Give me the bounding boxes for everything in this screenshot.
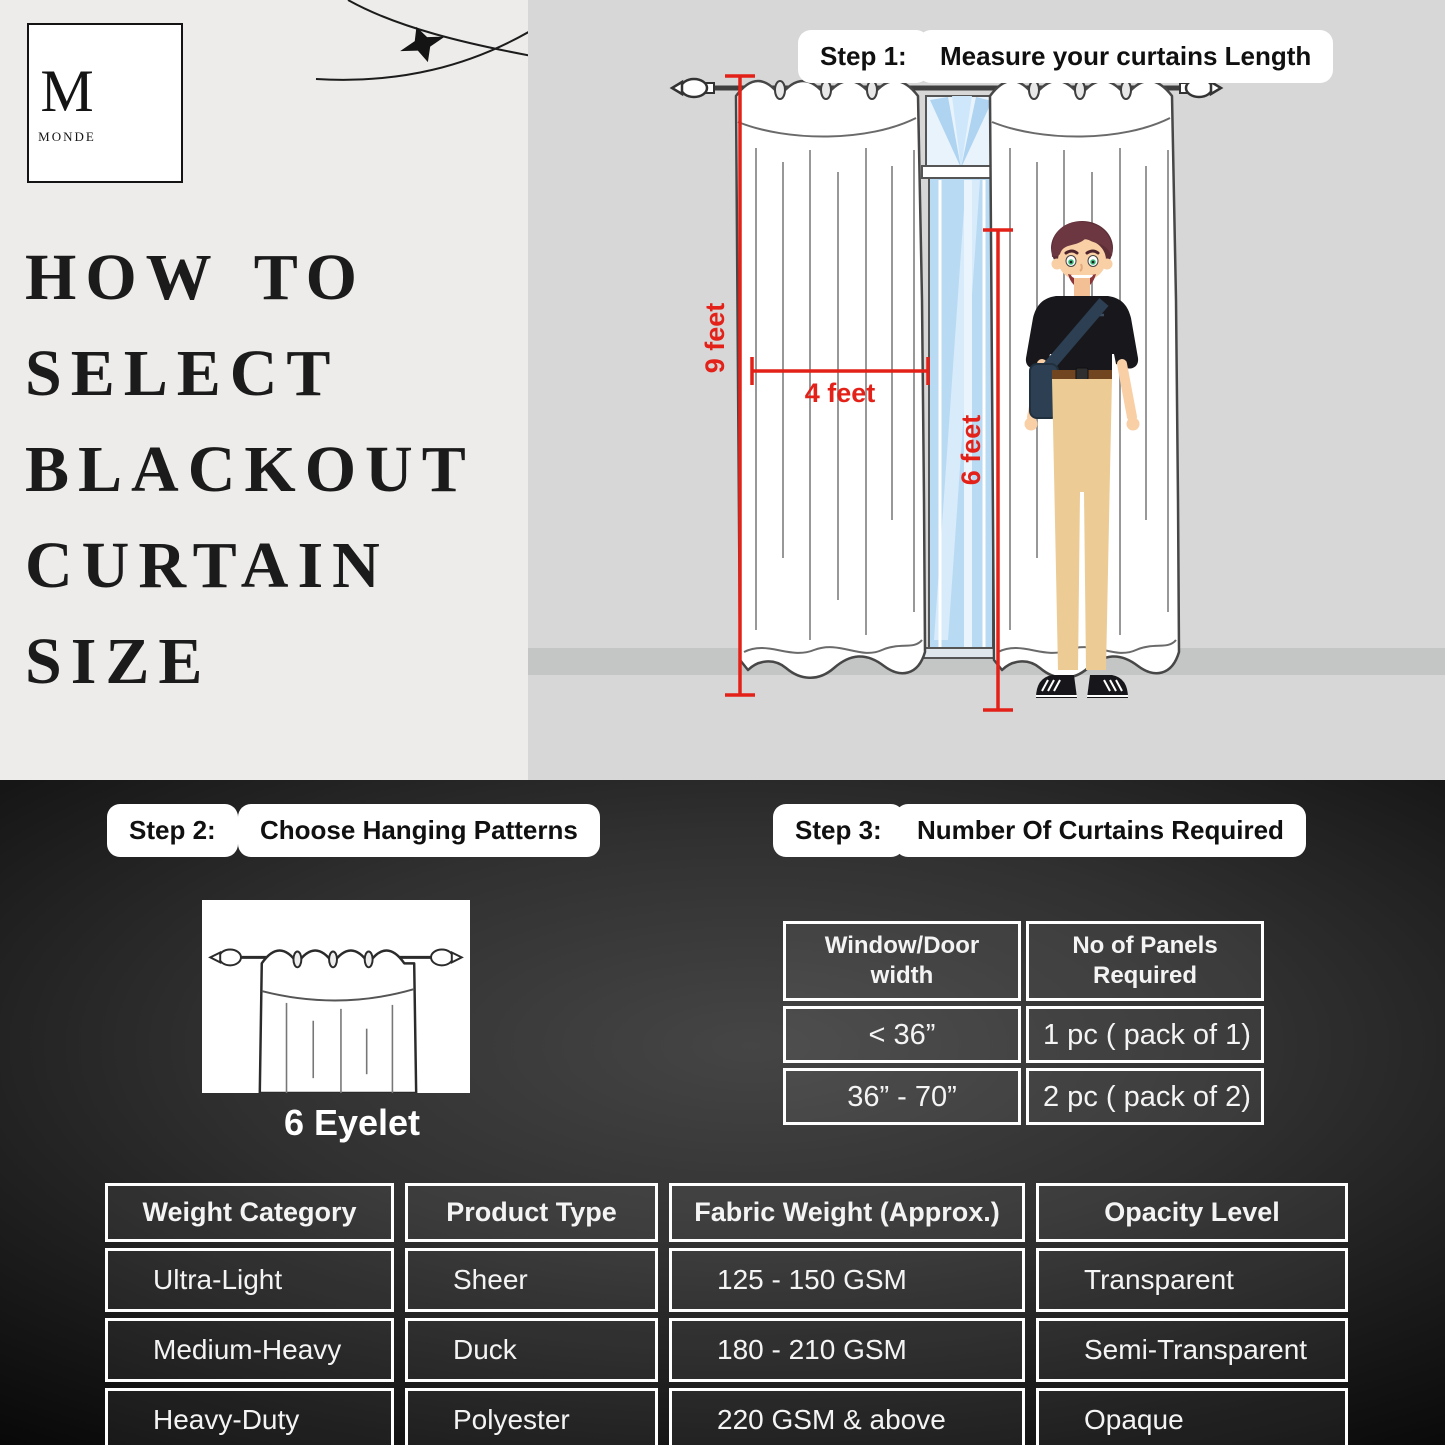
brand-logo [27, 23, 183, 183]
logo-right-half [29, 25, 105, 181]
fabric-header: Opacity Level [1036, 1183, 1348, 1242]
width-measure-label: 4 feet [804, 378, 876, 408]
panels-header-count: No of Panels Required [1026, 921, 1264, 1001]
fabric-cell: Opaque [1036, 1388, 1348, 1445]
step1-label-pill [798, 30, 929, 83]
logo-letter-m: M [40, 58, 94, 124]
plane-star-icon [395, 19, 451, 69]
panels-header-row [783, 921, 1264, 1001]
panels-row [783, 1068, 1264, 1125]
panels-cell: < 36” [783, 1006, 1021, 1063]
step1-heading-pill [918, 30, 1333, 83]
illustration-panel [528, 0, 1445, 780]
panels-row [783, 1006, 1264, 1063]
fabric-row [105, 1318, 1348, 1382]
fabric-header: Fabric Weight (Approx.) [669, 1183, 1025, 1242]
title-line-4: CURTAIN [25, 529, 389, 602]
panels-table [778, 916, 1269, 1130]
step3-label: Step 3: [795, 815, 882, 845]
fabric-cell: Polyester [405, 1388, 658, 1445]
fabric-cell: Semi-Transparent [1036, 1318, 1348, 1382]
title-line-5: SIZE [25, 625, 212, 698]
eyelet-caption: 6 Eyelet [283, 1102, 421, 1143]
fabric-cell: Transparent [1036, 1248, 1348, 1312]
measure-illustration [528, 0, 1445, 780]
eyelet-pattern-box [202, 900, 470, 1093]
page-title [25, 230, 515, 710]
panels-cell: 36” - 70” [783, 1068, 1021, 1125]
fabric-header-row [105, 1183, 1348, 1242]
fabric-cell: 180 - 210 GSM [669, 1318, 1025, 1382]
fabric-row [105, 1388, 1348, 1445]
title-line-2: SELECT [25, 337, 340, 410]
step2-label-pill [107, 804, 238, 857]
swirl-decoration [288, 0, 528, 120]
fabric-row [105, 1248, 1348, 1312]
panels-header-width: Window/Door width [783, 921, 1021, 1001]
step3-heading: Number Of Curtains Required [917, 815, 1284, 845]
step3-label-pill [773, 804, 904, 857]
shoes [1036, 675, 1128, 698]
fabric-header: Product Type [405, 1183, 658, 1242]
step3-heading-pill [895, 804, 1306, 857]
fabric-cell: Duck [405, 1318, 658, 1382]
title-panel [0, 0, 528, 780]
fabric-cell: Sheer [405, 1248, 658, 1312]
fabric-header: Weight Category [105, 1183, 394, 1242]
panels-cell: 2 pc ( pack of 2) [1026, 1068, 1264, 1125]
step1-label: Step 1: [820, 41, 907, 71]
fabric-cell: Ultra-Light [105, 1248, 394, 1312]
fabric-table [94, 1177, 1359, 1445]
step1-heading: Measure your curtains Length [940, 41, 1312, 71]
logo-word-monde: MONDE [38, 129, 96, 144]
fabric-cell: 220 GSM & above [669, 1388, 1025, 1445]
steps-section [0, 780, 1445, 1445]
step2-heading-pill [238, 804, 600, 857]
step2-heading: Choose Hanging Patterns [260, 815, 578, 845]
fabric-cell: Heavy-Duty [105, 1388, 394, 1445]
fabric-cell: 125 - 150 GSM [669, 1248, 1025, 1312]
title-line-3: BLACKOUT [25, 433, 475, 506]
panels-cell: 1 pc ( pack of 1) [1026, 1006, 1264, 1063]
person-height-label: 6 feet [956, 414, 986, 486]
height-measure-label: 9 feet [700, 302, 730, 374]
fabric-cell: Medium-Heavy [105, 1318, 394, 1382]
title-line-1: HOW TO [25, 241, 366, 314]
eyelet-curtain-drawing [202, 900, 470, 1093]
left-finial [681, 79, 707, 97]
step2-label: Step 2: [129, 815, 216, 845]
